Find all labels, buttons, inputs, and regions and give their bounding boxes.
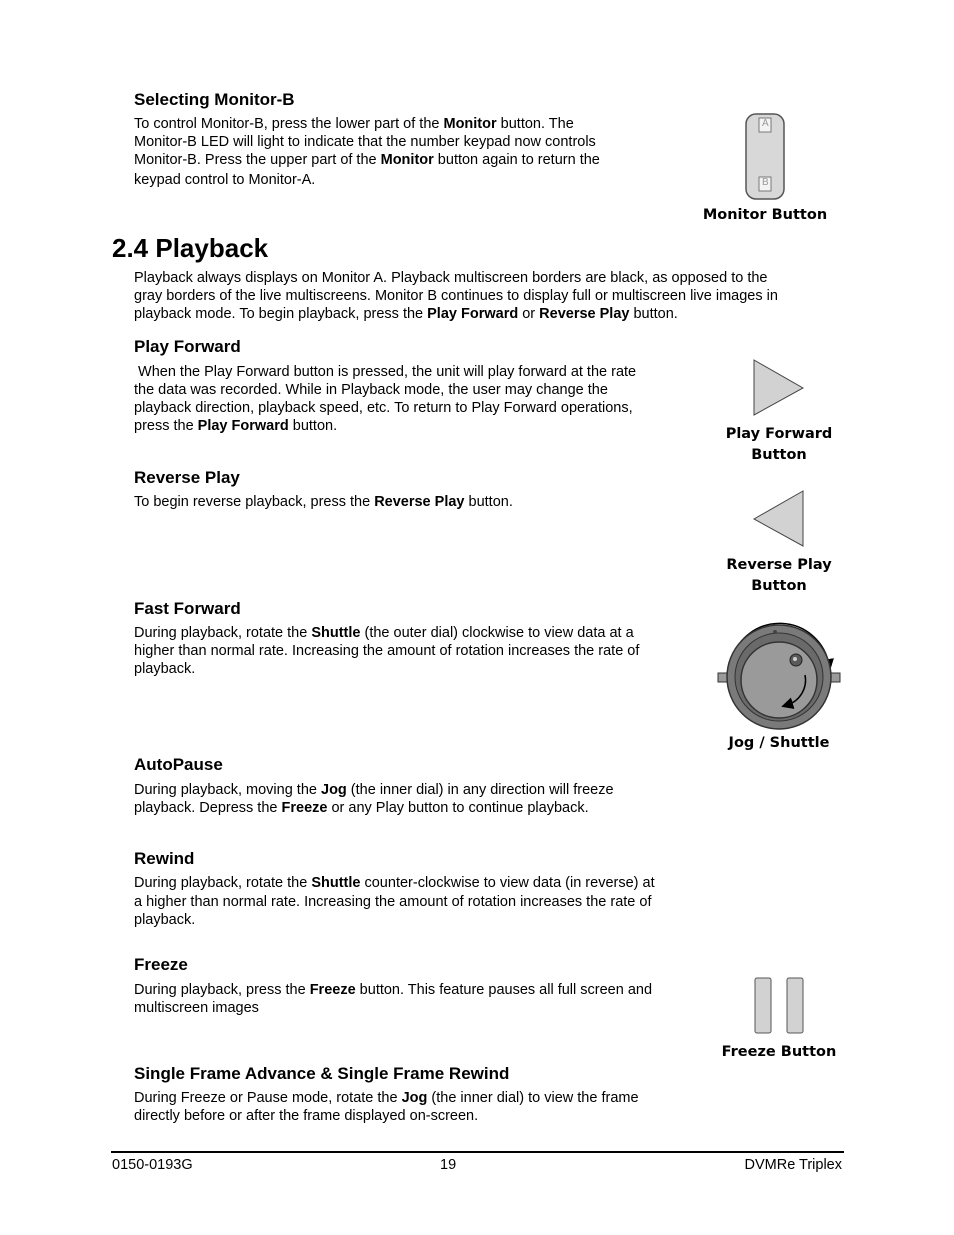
section-heading-playback: 2.4 Playback: [112, 233, 269, 263]
jog-shuttle-dial-icon: [717, 617, 841, 731]
reverse-play-icon: [752, 489, 806, 549]
section-title-freeze: Freeze: [134, 955, 188, 974]
monitor-b-paragraph: To control Monitor-B, press the lower part of the Monitor button. The Monitor-B LED will light to indicate that the number keypad now controls Monitor-B. Press the upper part of the Monitor button again to return the keypad control to Monitor-A.: [134, 116, 600, 188]
section-title-fast-forward: Fast Forward: [134, 599, 241, 618]
play-forward-caption: Play Forward Button: [725, 426, 833, 463]
freeze-button-caption: Freeze Button: [721, 1044, 837, 1060]
section-title-play-forward: Play Forward: [134, 337, 241, 356]
play-forward-paragraph: When the Play Forward button is pressed, the unit will play forward at the rate the data was recorded. While in Playback mode, the user may change the playback direction, playback speed, etc. To return to Play Forward operations, press the Play Forward button.: [134, 364, 637, 434]
single-frame-paragraph: During Freeze or Pause mode, rotate the Jog (the inner dial) to view the frame directly before or after the frame displayed on-screen.: [134, 1090, 639, 1124]
footer-page-number: 19: [440, 1157, 457, 1173]
freeze-paragraph: During playback, press the Freeze button. This feature pauses all full screen and multiscreen images: [134, 982, 653, 1016]
monitor-a-label: A: [762, 118, 769, 129]
jog-shuttle-caption: Jog / Shuttle: [728, 735, 830, 751]
playback-paragraph: Playback always displays on Monitor A. Playback multiscreen borders are black, as opposed to the gray borders of the live multiscreens. Monitor B continues to display full or multiscreen live images in playback mode. To begin playback, press the Play Forward or Reverse Play button.: [134, 270, 778, 322]
monitor-b-label: B: [762, 177, 769, 188]
section-title-rewind: Rewind: [134, 849, 195, 868]
section-title-autopause: AutoPause: [134, 755, 223, 774]
section-title-reverse-play: Reverse Play: [134, 468, 240, 487]
monitor-button-figure: [744, 113, 786, 201]
reverse-play-paragraph: To begin reverse playback, press the Reverse Play button.: [134, 494, 513, 510]
footer-product-name: DVMRe Triplex: [744, 1157, 842, 1173]
section-title-single-frame: Single Frame Advance & Single Frame Rewind: [134, 1064, 510, 1083]
fast-forward-paragraph: During playback, rotate the Shuttle (the outer dial) clockwise to view data at a higher than normal rate. Increasing the amount of rotation increases the rate of playback.: [134, 625, 640, 677]
section-title-monitor-b: Selecting Monitor-B: [134, 90, 295, 109]
rewind-paragraph: During playback, rotate the Shuttle counter-clockwise to view data (in reverse) at a higher than normal rate. Increasing the amount of rotation increases the rate of playback.: [134, 875, 655, 928]
play-forward-icon: [752, 358, 806, 418]
autopause-paragraph: During playback, moving the Jog (the inner dial) in any direction will freeze playback. Depress the Freeze or any Play button to continue playback.: [134, 782, 614, 816]
freeze-button-icon: [753, 976, 807, 1036]
monitor-button-caption: Monitor Button: [702, 207, 828, 223]
footer-rule: [111, 1151, 844, 1153]
reverse-play-caption: Reverse Play Button: [726, 557, 832, 594]
footer-doc-number: 0150-0193G: [112, 1157, 193, 1173]
